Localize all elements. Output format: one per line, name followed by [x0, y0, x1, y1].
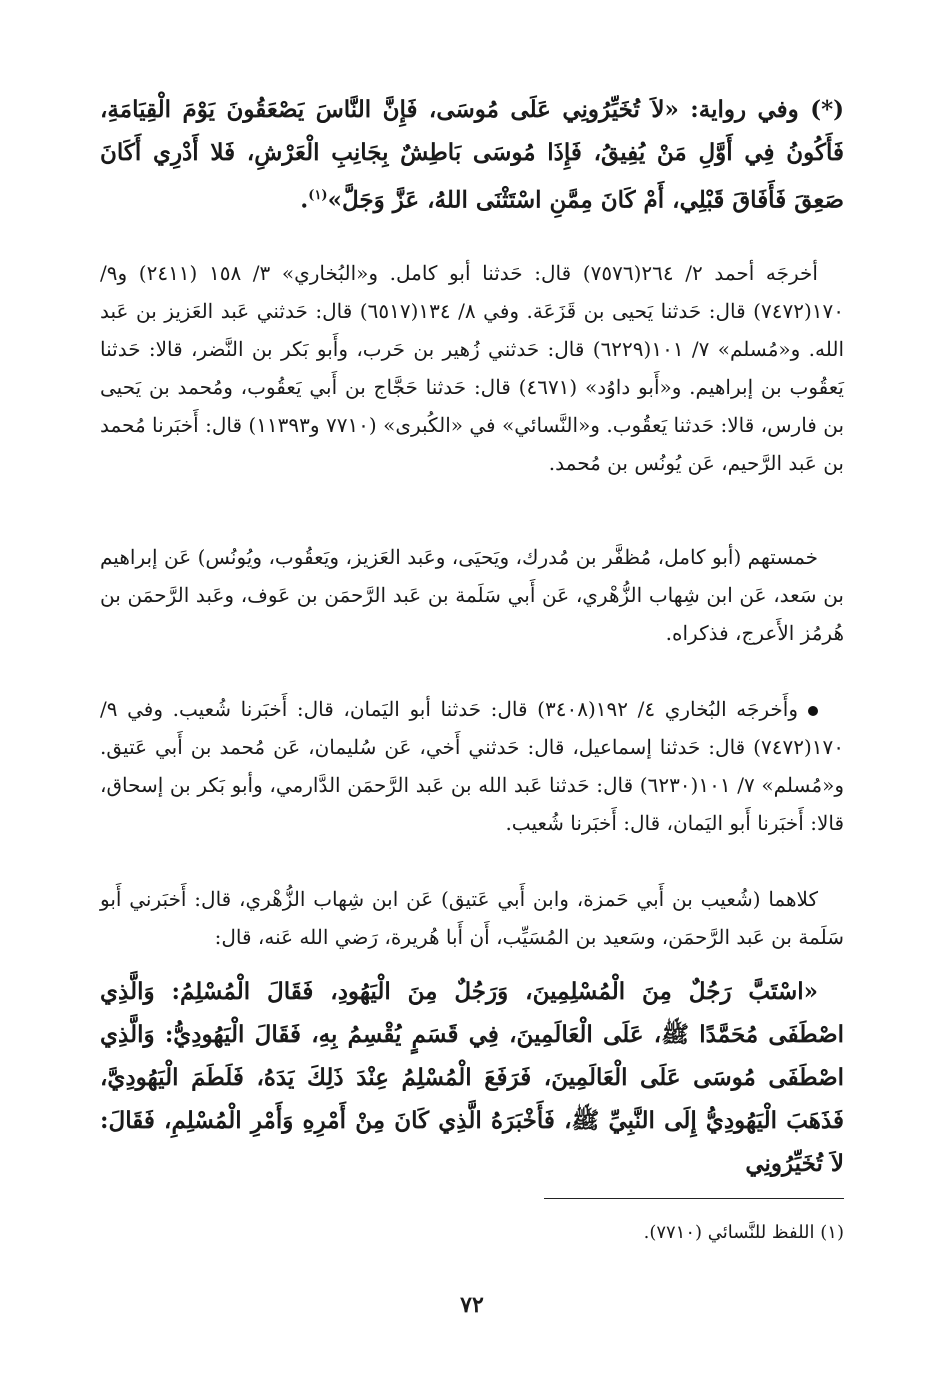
footnote-separator	[544, 1198, 844, 1199]
takhrij-bullet-paragraph	[100, 690, 844, 842]
isnad-both-paragraph: كلاهما (شُعيب بن أَبي حَمزة، وابن أَبي عَتيق) عَن ابن شِهاب الزُّهْري، قال: أَخبَرني أَبو سَلَمة بن عَبد الرَّحمَن، وسَعيد بن المُسَيِّب، أَن أَبا هُريرة، رَضي الله عَنه، قال:	[100, 887, 844, 949]
bullet-icon	[808, 706, 818, 716]
page-number: ٧٢	[460, 1292, 484, 1318]
takhrij-paragraph: أخرجَه أحمد ٢/ ٢٦٤(٧٥٧٦) قال: حَدثنا أبو كامل. و«البُخاري» ٣/ ١٥٨ (٢٤١١) و٩/ ١٧٠(٧٤٧٢) قال: حَدثنا يَحيى بن قَزَعَة. وفي ٨/ ١٣٤(٦٥١٧) قال: حَدثني عَبد العَزيز بن عَبد الله. و«مُسلم» ٧/ ١٠١(٦٢٢٩) قال: حَدثني زُهير بن حَرب، وأَبو بَكر بن النَّضر، قالا: حَدثنا يَعقُوب بن إبراهيم. و«أَبو داوُد» (٤٦٧١) قال: حَدثنا حَجَّاج بن أَبي يَعقُوب، ومُحمد بن يَحيى بن فارس، قالا: حَدثنا يَعقُوب. و«النَّسائي» في «الكُبرى» (٧٧١٠ و١١٣٩٣) قال: أَخبَرنا مُحمد بن عَبد الرَّحيم، عَن يُونُس بن مُحمد.	[100, 261, 845, 475]
isnad-summary-paragraph: خمستهم (أبو كامل، مُظفَّر بن مُدرك، ويَحيَى، وعَبد العَزيز، ويَعقُوب، ويُونُس) عَن إبراهيم بن سَعد، عَن ابن شِهاب الزُّهْري، عَن أَبي سَلَمة بن عَبد الرَّحمَن بن عَوف، وعَبد الرَّحمَن بن هُرمُز الأَعرج، فذكراه.	[100, 545, 844, 645]
hadith-text-paragraph: «اسْتَبَّ رَجُلٌ مِنَ الْمُسْلِمِينَ، وَرَجُلٌ مِنَ الْيَهُودِ، فَقَالَ الْمُسْلِمُ: وَالَّذِي اصْطَفَى مُحَمَّدًا ﷺ، عَلَى الْعَالَمِينَ، فِي قَسَمٍ يُقْسِمُ بِهِ، فَقَالَ الْيَهُودِيُّ: وَالَّذِي اصْطَفَى مُوسَى عَلَى الْعَالَمِينَ، فَرَفَعَ الْمُسْلِمُ عِنْدَ ذَلِكَ يَدَهُ، فَلَطَمَ الْيَهُودِيَّ، فَذَهَبَ الْيَهُودِيُّ إِلَى النَّبِيِّ ﷺ، فَأَخْبَرَهُ الَّذِي كَانَ مِنْ أَمْرِهِ وَأَمْرِ الْمُسْلِمِ، فَقَالَ: لاَ تُخَيِّرُونِي	[100, 978, 844, 1177]
paragraph-text: وأَخرجَه البُخاري ٤/ ١٩٢(٣٤٠٨) قال: حَدثنا أبو اليَمان، قال: أَخبَرنا شُعيب. وفي ٩/ ١٧٠(٧٤٧٢) قال: حَدثنا إسماعيل، قال: حَدثني أَخي، عَن سُليمان، عَن مُحمد بن أَبي عَتيق. و«مُسلم» ٧/ ١٠١(٦٢٣٠) قال: حَدثنا عَبد الله بن عَبد الرَّحمَن الدَّارمي، وأبو بَكر بن إسحاق، قالا: أَخبَرنا أَبو اليَمان، قال: أَخبَرنا شُعيب.	[100, 697, 844, 835]
footnote-reference: (١)	[308, 188, 328, 203]
footnote: (١) اللفظ للنَّسائي (٧٧١٠).	[643, 1222, 844, 1243]
hadith-variant-paragraph: (*) وفي رواية: «لاَ تُخَيِّرُونِي عَلَى مُوسَى، فَإِنَّ النَّاسَ يَصْعَقُونَ يَوْمَ الْقِيَامَةِ، فَأَكُونُ فِي أَوَّلِ مَنْ يُفِيقُ، فَإِذَا مُوسَى بَاطِشٌ بِجَانِبِ الْعَرْشِ، فَلا أَدْرِي أَكَانَ صَعِقَ فَأَفَاقَ قَبْلِي، أَمْ كَانَ مِمَّنِ اسْتَثْنَى اللهُ، عَزَّ وَجَلَّ»$^{(١)}$.	[100, 96, 844, 214]
paragraph-text: (*) وفي رواية: «لاَ تُخَيِّرُونِي عَلَى مُوسَى، فَإِنَّ النَّاسَ يَصْعَقُونَ يَوْمَ الْقِيَامَةِ، فَأَكُونُ فِي أَوَّلِ مَنْ يُفِيقُ، فَإِذَا مُوسَى بَاطِشٌ بِجَانِبِ الْعَرْشِ، فَلا أَدْرِي أَكَانَ صَعِقَ فَأَفَاقَ قَبْلِي، أَمْ كَانَ مِمَّنِ اسْتَثْنَى اللهُ، عَزَّ وَجَلَّ»	[100, 96, 844, 214]
